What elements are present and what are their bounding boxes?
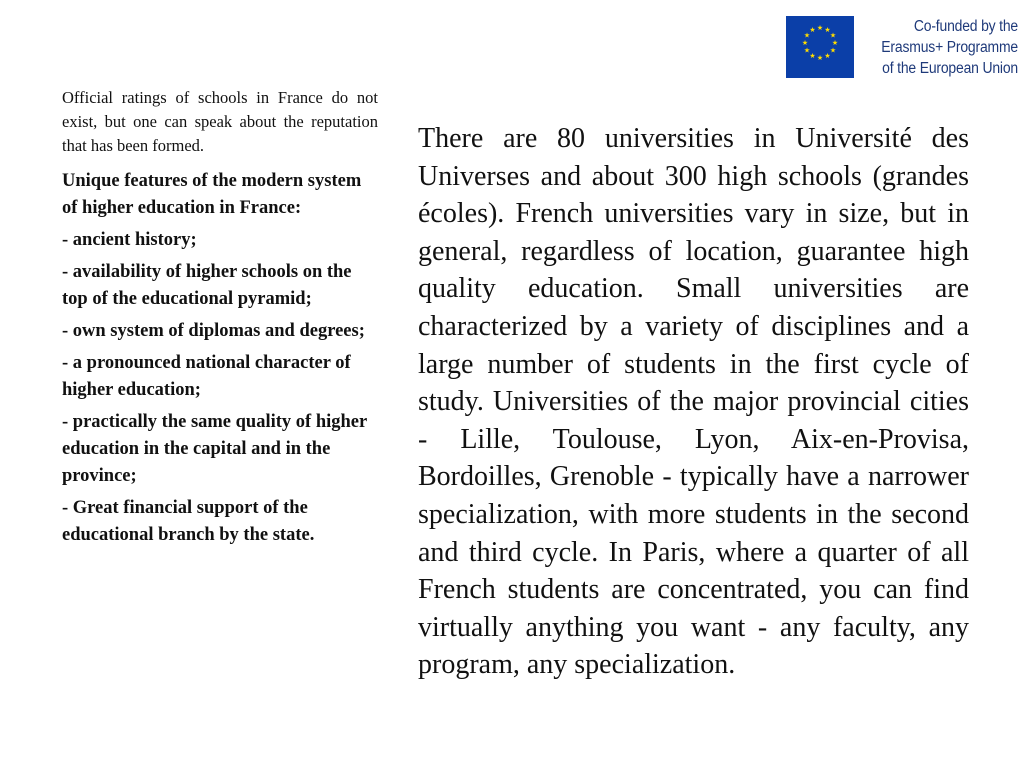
svg-text:★: ★ xyxy=(803,46,811,55)
left-column xyxy=(62,86,378,554)
svg-text:★: ★ xyxy=(816,24,824,32)
svg-text:★: ★ xyxy=(824,52,831,60)
svg-text:★: ★ xyxy=(824,26,831,34)
erasmus-logo xyxy=(786,16,1018,80)
feature-item: - a pronounced national character of higher education; xyxy=(62,353,351,400)
feature-item: - ancient history; xyxy=(62,230,197,250)
eu-flag-icon xyxy=(786,16,854,78)
feature-item: - availability of higher schools on the top of the educational pyramid; xyxy=(62,262,352,309)
intro-paragraph: Official ratings of schools in France do not exist, but one can speak about the reputation that has been formed. xyxy=(62,88,378,155)
features-heading: Unique features of the modern system of higher education in France: xyxy=(62,171,362,218)
svg-text:★: ★ xyxy=(809,26,816,34)
svg-text:★: ★ xyxy=(801,39,809,47)
svg-text:★: ★ xyxy=(809,52,816,60)
logo-line-1: Co-funded by the xyxy=(913,18,1018,35)
logo-line-3: of the European Union xyxy=(882,60,1018,77)
svg-text:★: ★ xyxy=(831,39,839,47)
logo-caption xyxy=(879,16,1018,79)
eu-stars-icon xyxy=(786,16,854,78)
main-paragraph: There are 80 universities in Université des Universes and about 300 high schools (grandes écoles). French universities vary in size, but in general, regardless of location, guarantee high quality education. Small universities are characterized by a variety of disciplines and a large number of students in the first cycle of study. Universities of the major provincial cities - Lille, Toulouse, Lyon, Aix-en-Provisa, Bordoilles, Grenoble - typically have a narrower specialization, with more students in the second and third cycle. In Paris, where a quarter of all French students are concentrated, you can find virtually anything you want - any faculty, any program, any specialization. xyxy=(418,123,969,681)
svg-text:★: ★ xyxy=(803,31,811,40)
features-list xyxy=(62,168,378,549)
svg-text:★: ★ xyxy=(829,46,837,55)
svg-text:★: ★ xyxy=(816,54,824,62)
feature-item: - own system of diplomas and degrees; xyxy=(62,321,365,341)
svg-text:★: ★ xyxy=(829,31,837,40)
feature-item: - practically the same quality of higher education in the capital and in the province; xyxy=(62,412,367,486)
feature-item: - Great financial support of the educational branch by the state. xyxy=(62,498,315,545)
logo-line-2: Erasmus+ Programme xyxy=(881,39,1018,56)
